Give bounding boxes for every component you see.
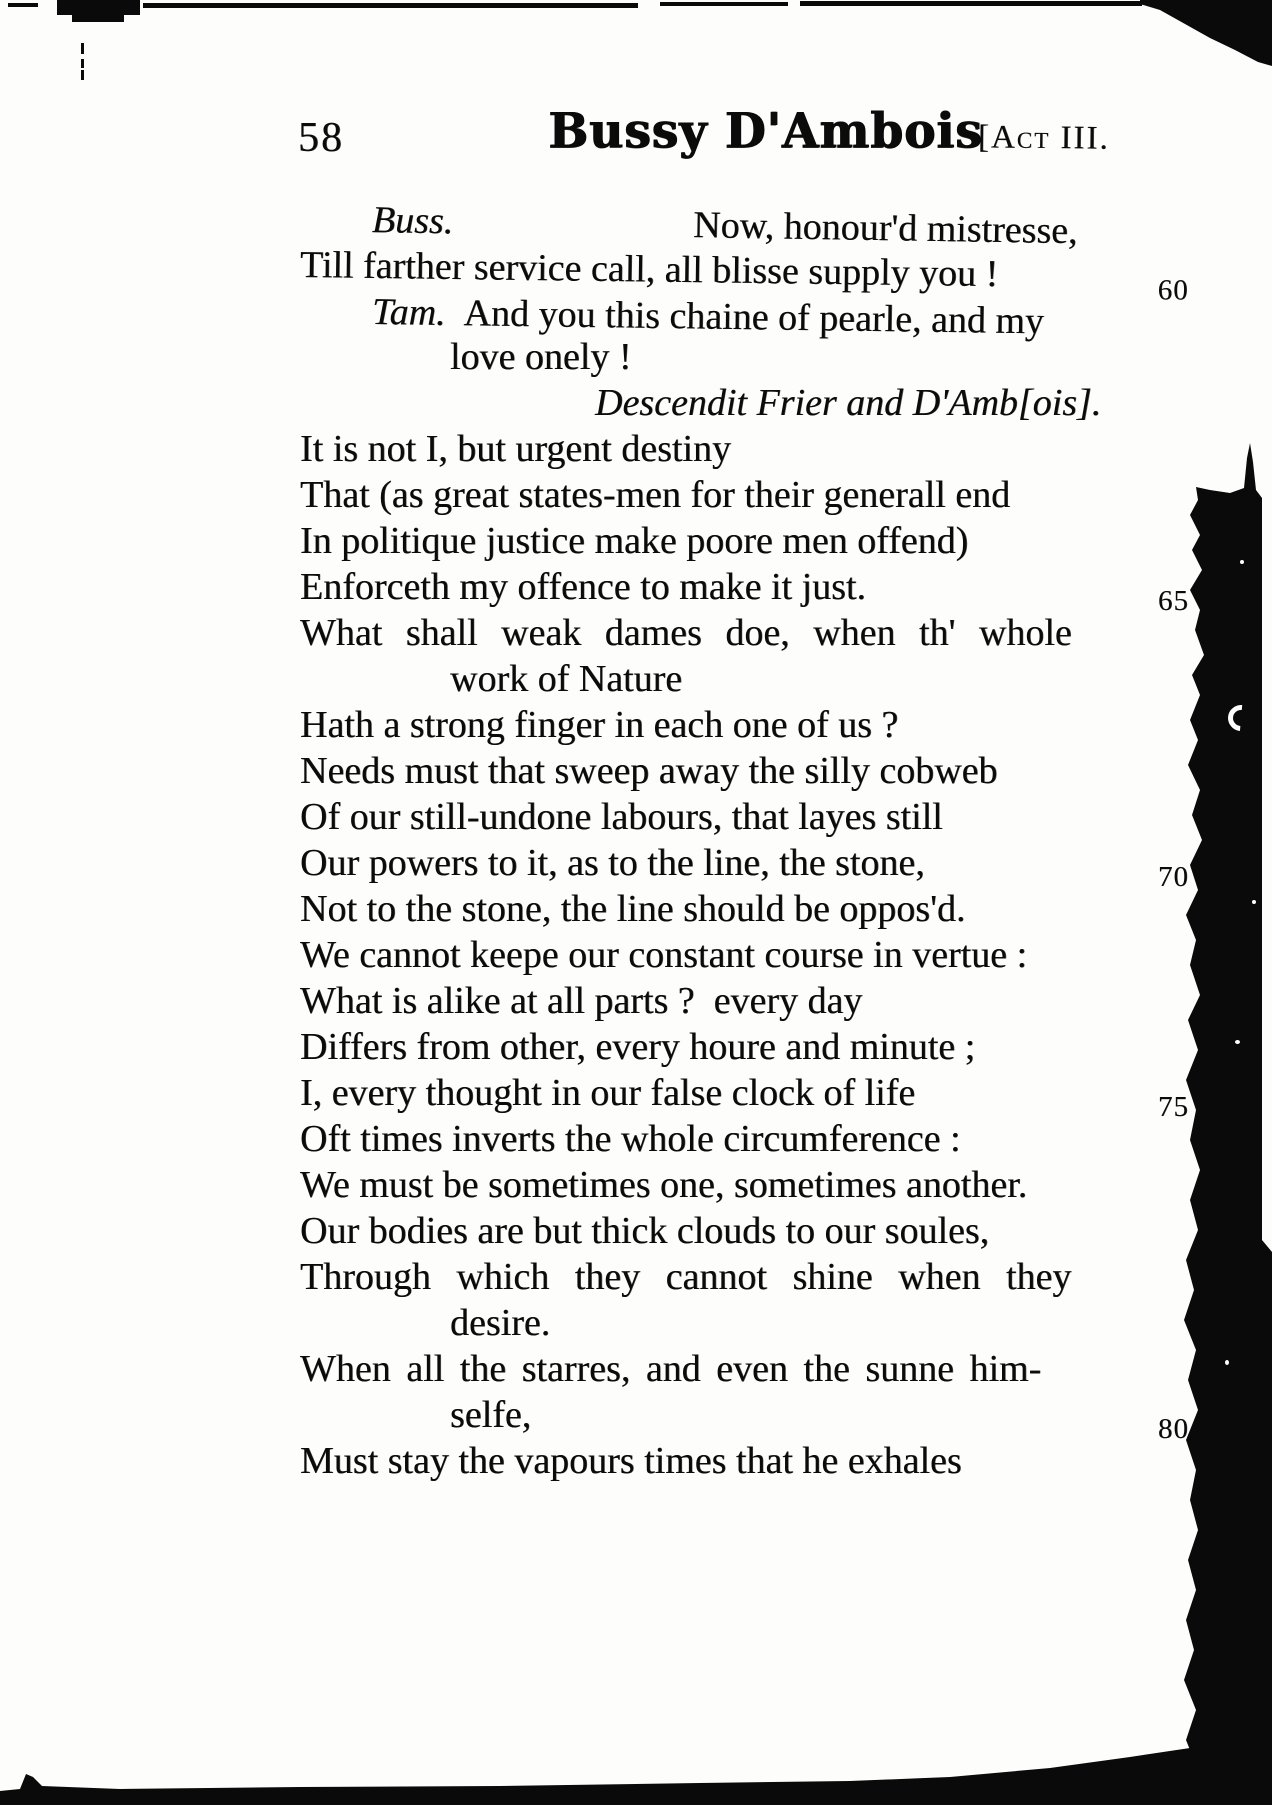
verse-line-text: Hath a strong finger in each one of us ? — [300, 704, 899, 746]
line-number: 70 — [1158, 861, 1189, 893]
verse-line — [300, 1162, 1140, 1208]
verse-line-text: Now, honour'd mistresse, — [692, 204, 1078, 253]
verse-line — [300, 886, 1140, 932]
verse-line — [300, 426, 1140, 472]
verse-line-text: We cannot keepe our constant course in vertue : — [300, 934, 1028, 976]
verse-line — [300, 518, 1140, 564]
verse-text-block — [299, 196, 1189, 1484]
line-number: 65 — [1158, 585, 1189, 617]
verse-line — [300, 702, 1140, 748]
verse-line-text: love onely ! — [450, 336, 632, 378]
stage-direction-text: Descendit Frier and D'Amb[ois]. — [595, 382, 1102, 424]
scan-top-edge-line — [143, 3, 638, 8]
verse-line-text: What shall weak dames doe, when th' whole — [300, 612, 1072, 654]
verse-line-text: Needs must that sweep away the silly cobweb — [300, 750, 998, 792]
scan-bottom-shadow — [0, 1700, 1272, 1805]
page-number: 58 — [298, 115, 344, 161]
stage-direction — [300, 380, 1140, 426]
scan-margin-dash — [81, 43, 84, 54]
scan-margin-dash — [81, 70, 84, 80]
line-number: 60 — [1157, 274, 1189, 307]
verse-line — [300, 1254, 1140, 1300]
scan-shadow-speck — [1240, 560, 1244, 564]
verse-line — [300, 334, 1140, 380]
verse-line-text: Must stay the vapours times that he exhales — [300, 1440, 962, 1482]
verse-line-text: Oft times inverts the whole circumference : — [300, 1118, 961, 1160]
verse-line-text: Not to the stone, the line should be oppos'd. — [300, 888, 966, 930]
verse-line-text: We must be sometimes one, sometimes another. — [300, 1164, 1028, 1206]
scan-shadow-speck — [1235, 1040, 1240, 1044]
act-scene-label: [Act III. — [977, 119, 1110, 157]
verse-line — [300, 564, 1189, 617]
verse-line-text: When all the starres, and even the sunne him- — [300, 1348, 1042, 1390]
verse-line-text: Enforceth my offence to make it just. — [300, 566, 866, 608]
verse-line — [300, 932, 1140, 978]
verse-line-text: And you this chaine of pearle, and my — [463, 292, 1045, 343]
verse-line — [300, 1024, 1140, 1070]
running-title: Bussy D'Ambois — [548, 102, 983, 161]
verse-line — [300, 1346, 1140, 1392]
scan-top-edge-line — [660, 2, 788, 6]
verse-line-text: Through which they cannot shine when they — [300, 1256, 1072, 1298]
verse-line-text: Our bodies are but thick clouds to our soules, — [300, 1210, 990, 1252]
scan-top-edge-blob — [72, 15, 124, 22]
verse-line — [300, 840, 1189, 893]
speaker-prefix: Buss. — [371, 199, 454, 243]
verse-line — [300, 1116, 1140, 1162]
scan-top-edge-line — [800, 1, 1142, 6]
verse-line — [300, 1438, 1140, 1484]
verse-line — [300, 748, 1140, 794]
scan-top-edge-blob — [57, 0, 140, 15]
verse-line-text: In politique justice make poore men offend) — [300, 520, 969, 562]
verse-line — [300, 1392, 1189, 1445]
verse-line — [300, 1300, 1140, 1346]
verse-line — [300, 1208, 1140, 1254]
verse-line-text: selfe, — [450, 1394, 532, 1436]
scan-corner-shadow — [1140, 0, 1272, 70]
verse-line — [300, 978, 1140, 1024]
verse-line — [300, 472, 1140, 518]
verse-line-text: It is not I, but urgent destiny — [300, 428, 731, 470]
scan-shadow-speck — [1252, 900, 1256, 904]
verse-line-text: That (as great states-men for their generall end — [300, 474, 1011, 516]
verse-line-text: Of our still-undone labours, that layes still — [300, 796, 943, 838]
verse-line-text: work of Nature — [450, 658, 683, 700]
verse-line-text: desire. — [450, 1302, 551, 1344]
verse-line-text: Till farther service call, all blisse supply you ! — [299, 244, 999, 296]
verse-line — [300, 794, 1140, 840]
scan-shadow-speck — [1225, 1360, 1229, 1365]
scan-top-edge-mark — [8, 3, 38, 7]
verse-line — [300, 610, 1140, 656]
line-number: 75 — [1158, 1091, 1189, 1123]
speaker-prefix: Tam. — [371, 291, 446, 335]
line-number: 80 — [1158, 1413, 1189, 1445]
verse-line-text: I, every thought in our false clock of life — [300, 1072, 916, 1114]
scan-margin-dash — [81, 59, 84, 68]
verse-line-text: What is alike at all parts ? every day — [300, 980, 863, 1022]
verse-line-text: Differs from other, every houre and minute ; — [300, 1026, 976, 1068]
verse-line — [300, 1070, 1189, 1123]
verse-line — [300, 656, 1140, 702]
verse-line-text: Our powers to it, as to the line, the stone, — [300, 842, 925, 884]
